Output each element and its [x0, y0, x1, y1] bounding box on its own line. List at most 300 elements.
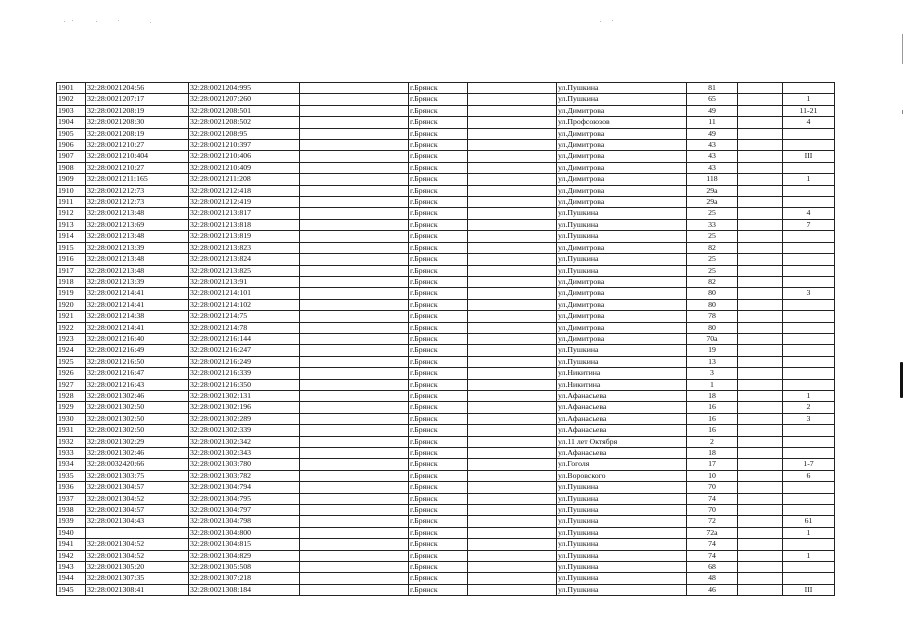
city-cell: г.Брянск [409, 219, 468, 230]
row-number-cell: 1931 [57, 425, 86, 436]
parcel-cadastral-cell: 32:28:0021304:52 [86, 539, 189, 550]
street-cell: ул.Пушкина [557, 94, 687, 105]
apartment-cell [783, 505, 835, 516]
house-number-cell: 18 [687, 390, 738, 401]
table-row [57, 413, 835, 424]
blank-cell [300, 174, 409, 185]
parcel-cadastral-cell: 32:28:0021216:49 [86, 345, 189, 356]
table-body [57, 83, 835, 596]
blank-cell [738, 254, 783, 265]
street-cell: ул.Пушкина [557, 584, 687, 595]
blank-cell [468, 390, 557, 401]
city-cell: г.Брянск [409, 550, 468, 561]
apartment-cell [783, 311, 835, 322]
row-number-cell: 1943 [57, 562, 86, 573]
apartment-cell [783, 436, 835, 447]
row-number-cell: 1940 [57, 527, 86, 538]
table-row [57, 516, 835, 527]
row-number-cell: 1924 [57, 345, 86, 356]
row-number-cell: 1921 [57, 311, 86, 322]
house-number-cell: 25 [687, 208, 738, 219]
city-cell: г.Брянск [409, 288, 468, 299]
blank-cell [468, 402, 557, 413]
blank-cell [468, 448, 557, 459]
blank-cell [300, 105, 409, 116]
row-number-cell: 1935 [57, 470, 86, 481]
house-number-cell: 81 [687, 83, 738, 94]
apartment-cell [783, 254, 835, 265]
object-cadastral-cell: 32:28:0021302:131 [189, 390, 300, 401]
blank-cell [738, 550, 783, 561]
row-number-cell: 1919 [57, 288, 86, 299]
street-cell: ул.Димитрова [557, 322, 687, 333]
object-cadastral-cell: 32:28:0021213:817 [189, 208, 300, 219]
parcel-cadastral-cell: 32:28:0021213:69 [86, 219, 189, 230]
street-cell: ул.Димитрова [557, 242, 687, 253]
table-row [57, 299, 835, 310]
blank-cell [738, 345, 783, 356]
object-cadastral-cell: 32:28:0021302:289 [189, 413, 300, 424]
object-cadastral-cell: 32:28:0021304:815 [189, 539, 300, 550]
blank-cell [468, 105, 557, 116]
row-number-cell: 1918 [57, 276, 86, 287]
apartment-cell [783, 322, 835, 333]
object-cadastral-cell: 32:28:0021207:260 [189, 94, 300, 105]
object-cadastral-cell: 32:28:0021304:794 [189, 482, 300, 493]
blank-cell [738, 94, 783, 105]
apartment-cell: III [783, 151, 835, 162]
blank-cell [738, 390, 783, 401]
table-row [57, 219, 835, 230]
object-cadastral-cell: 32:28:0021302:196 [189, 402, 300, 413]
apartment-cell [783, 197, 835, 208]
blank-cell [738, 584, 783, 595]
blank-cell [738, 527, 783, 538]
table-row [57, 436, 835, 447]
blank-cell [468, 219, 557, 230]
row-number-cell: 1903 [57, 105, 86, 116]
apartment-cell [783, 231, 835, 242]
blank-cell [300, 493, 409, 504]
table-row [57, 151, 835, 162]
blank-cell [468, 231, 557, 242]
street-cell: ул.Димитрова [557, 299, 687, 310]
blank-cell [468, 333, 557, 344]
blank-cell [300, 573, 409, 584]
row-number-cell: 1910 [57, 185, 86, 196]
blank-cell [300, 390, 409, 401]
blank-cell [468, 573, 557, 584]
blank-cell [468, 413, 557, 424]
parcel-cadastral-cell: 32:28:0021213:39 [86, 242, 189, 253]
parcel-cadastral-cell: 32:28:0021212:73 [86, 185, 189, 196]
blank-cell [468, 197, 557, 208]
city-cell: г.Брянск [409, 505, 468, 516]
house-number-cell: 70а [687, 333, 738, 344]
parcel-cadastral-cell: 32:28:0021304:52 [86, 550, 189, 561]
parcel-cadastral-cell: 32:28:0021210:404 [86, 151, 189, 162]
house-number-cell: 70 [687, 505, 738, 516]
house-number-cell: 29а [687, 185, 738, 196]
city-cell: г.Брянск [409, 379, 468, 390]
parcel-cadastral-cell: 32:28:0021211:165 [86, 174, 189, 185]
blank-cell [300, 288, 409, 299]
row-number-cell: 1928 [57, 390, 86, 401]
blank-cell [300, 459, 409, 470]
house-number-cell: 65 [687, 94, 738, 105]
city-cell: г.Брянск [409, 117, 468, 128]
blank-cell [300, 516, 409, 527]
object-cadastral-cell: 32:28:0021208:501 [189, 105, 300, 116]
row-number-cell: 1922 [57, 322, 86, 333]
blank-cell [300, 117, 409, 128]
house-number-cell: 1 [687, 379, 738, 390]
blank-cell [468, 516, 557, 527]
blank-cell [300, 242, 409, 253]
house-number-cell: 16 [687, 402, 738, 413]
table-row [57, 368, 835, 379]
object-cadastral-cell: 32:28:0021304:829 [189, 550, 300, 561]
parcel-cadastral-cell: 32:28:0021216:50 [86, 356, 189, 367]
object-cadastral-cell: 32:28:0021214:101 [189, 288, 300, 299]
blank-cell [738, 356, 783, 367]
object-cadastral-cell: 32:28:0021210:409 [189, 162, 300, 173]
table-row [57, 493, 835, 504]
parcel-cadastral-cell: 32:28:0021302:50 [86, 413, 189, 424]
blank-cell [468, 140, 557, 151]
street-cell: ул.11 лет Октября [557, 436, 687, 447]
street-cell: ул.Димитрова [557, 105, 687, 116]
blank-cell [300, 425, 409, 436]
table-row [57, 276, 835, 287]
row-number-cell: 1905 [57, 128, 86, 139]
city-cell: г.Брянск [409, 459, 468, 470]
blank-cell [468, 83, 557, 94]
object-cadastral-cell: 32:28:0021212:418 [189, 185, 300, 196]
street-cell: ул.Димитрова [557, 288, 687, 299]
table-row [57, 333, 835, 344]
object-cadastral-cell: 32:28:0021216:350 [189, 379, 300, 390]
blank-cell [468, 94, 557, 105]
apartment-cell: 1 [783, 550, 835, 561]
street-cell: ул.Пушкина [557, 219, 687, 230]
parcel-cadastral-cell: 32:28:0021302:46 [86, 448, 189, 459]
object-cadastral-cell: 32:28:0021216:247 [189, 345, 300, 356]
street-cell: ул.Пушкина [557, 345, 687, 356]
parcel-cadastral-cell: 32:28:0021208:30 [86, 117, 189, 128]
house-number-cell: 70 [687, 482, 738, 493]
blank-cell [468, 493, 557, 504]
street-cell: ул.Воровского [557, 470, 687, 481]
city-cell: г.Брянск [409, 254, 468, 265]
city-cell: г.Брянск [409, 140, 468, 151]
table-row [57, 322, 835, 333]
city-cell: г.Брянск [409, 482, 468, 493]
blank-cell [300, 505, 409, 516]
street-cell: ул.Димитрова [557, 276, 687, 287]
table-row [57, 128, 835, 139]
table-row [57, 573, 835, 584]
blank-cell [300, 448, 409, 459]
row-number-cell: 1925 [57, 356, 86, 367]
table-row [57, 265, 835, 276]
row-number-cell: 1916 [57, 254, 86, 265]
row-number-cell: 1906 [57, 140, 86, 151]
blank-cell [738, 413, 783, 424]
blank-cell [738, 505, 783, 516]
blank-cell [468, 254, 557, 265]
row-number-cell: 1917 [57, 265, 86, 276]
street-cell: ул.Афанасьева [557, 448, 687, 459]
blank-cell [300, 379, 409, 390]
object-cadastral-cell: 32:28:0021210:397 [189, 140, 300, 151]
object-cadastral-cell: 32:28:0021308:184 [189, 584, 300, 595]
blank-cell [468, 299, 557, 310]
row-number-cell: 1941 [57, 539, 86, 550]
city-cell: г.Брянск [409, 299, 468, 310]
parcel-cadastral-cell: 32:28:0021304:52 [86, 493, 189, 504]
city-cell: г.Брянск [409, 333, 468, 344]
house-number-cell: 46 [687, 584, 738, 595]
parcel-cadastral-cell: 32:28:0021212:73 [86, 197, 189, 208]
blank-cell [300, 162, 409, 173]
house-number-cell: 74 [687, 493, 738, 504]
street-cell: ул.Димитрова [557, 185, 687, 196]
table-row [57, 356, 835, 367]
row-number-cell: 1913 [57, 219, 86, 230]
blank-cell [300, 254, 409, 265]
object-cadastral-cell: 32:28:0021204:995 [189, 83, 300, 94]
house-number-cell: 78 [687, 311, 738, 322]
house-number-cell: 68 [687, 562, 738, 573]
apartment-cell [783, 562, 835, 573]
row-number-cell: 1937 [57, 493, 86, 504]
street-cell: ул.Димитрова [557, 311, 687, 322]
table-row [57, 505, 835, 516]
city-cell: г.Брянск [409, 322, 468, 333]
house-number-cell: 25 [687, 231, 738, 242]
table-row [57, 254, 835, 265]
object-cadastral-cell: 32:28:0021303:780 [189, 459, 300, 470]
row-number-cell: 1945 [57, 584, 86, 595]
blank-cell [300, 185, 409, 196]
apartment-cell [783, 573, 835, 584]
row-number-cell: 1914 [57, 231, 86, 242]
object-cadastral-cell: 32:28:0021304:795 [189, 493, 300, 504]
blank-cell [468, 527, 557, 538]
blank-cell [468, 151, 557, 162]
object-cadastral-cell: 32:28:0021307:218 [189, 573, 300, 584]
apartment-cell [783, 482, 835, 493]
blank-cell [468, 436, 557, 447]
margin-mark [900, 362, 903, 398]
apartment-cell: 3 [783, 288, 835, 299]
blank-cell [300, 436, 409, 447]
parcel-cadastral-cell: 32:28:0021208:19 [86, 105, 189, 116]
blank-cell [468, 128, 557, 139]
parcel-cadastral-cell: 32:28:0021216:40 [86, 333, 189, 344]
parcel-cadastral-cell: 32:28:0021216:43 [86, 379, 189, 390]
blank-cell [738, 333, 783, 344]
apartment-cell [783, 265, 835, 276]
city-cell: г.Брянск [409, 356, 468, 367]
blank-cell [300, 208, 409, 219]
row-number-cell: 1936 [57, 482, 86, 493]
parcel-cadastral-cell: 32:28:0021302:50 [86, 402, 189, 413]
blank-cell [468, 117, 557, 128]
city-cell: г.Брянск [409, 436, 468, 447]
blank-cell [738, 516, 783, 527]
table-row [57, 185, 835, 196]
city-cell: г.Брянск [409, 311, 468, 322]
parcel-cadastral-cell: 32:28:0021210:27 [86, 162, 189, 173]
blank-cell [468, 505, 557, 516]
table-row [57, 459, 835, 470]
table-row [57, 208, 835, 219]
object-cadastral-cell: 32:28:0021304:800 [189, 527, 300, 538]
object-cadastral-cell: 32:28:0021304:798 [189, 516, 300, 527]
table-row [57, 379, 835, 390]
blank-cell [738, 322, 783, 333]
house-number-cell: 25 [687, 265, 738, 276]
street-cell: ул.Пушкина [557, 539, 687, 550]
parcel-cadastral-cell: 32:28:0021304:57 [86, 482, 189, 493]
blank-cell [300, 562, 409, 573]
scan-edge-dot [902, 110, 903, 114]
parcel-cadastral-cell: 32:28:0021303:75 [86, 470, 189, 481]
city-cell: г.Брянск [409, 470, 468, 481]
blank-cell [738, 162, 783, 173]
street-cell: ул.Пушкина [557, 516, 687, 527]
city-cell: г.Брянск [409, 562, 468, 573]
apartment-cell: 11-21 [783, 105, 835, 116]
blank-cell [468, 242, 557, 253]
object-cadastral-cell: 32:28:0021211:208 [189, 174, 300, 185]
table-row [57, 527, 835, 538]
house-number-cell: 48 [687, 573, 738, 584]
blank-cell [300, 345, 409, 356]
parcel-cadastral-cell: 32:28:0021302:50 [86, 425, 189, 436]
row-number-cell: 1908 [57, 162, 86, 173]
city-cell: г.Брянск [409, 197, 468, 208]
city-cell: г.Брянск [409, 231, 468, 242]
table-row [57, 402, 835, 413]
city-cell: г.Брянск [409, 105, 468, 116]
street-cell: ул.Пушкина [557, 83, 687, 94]
blank-cell [300, 413, 409, 424]
street-cell: ул.Афанасьева [557, 402, 687, 413]
object-cadastral-cell: 32:28:0021216:144 [189, 333, 300, 344]
apartment-cell: III [783, 584, 835, 595]
blank-cell [738, 448, 783, 459]
street-cell: ул.Пушкина [557, 231, 687, 242]
blank-cell [738, 231, 783, 242]
object-cadastral-cell: 32:28:0021213:824 [189, 254, 300, 265]
blank-cell [738, 185, 783, 196]
blank-cell [738, 379, 783, 390]
row-number-cell: 1904 [57, 117, 86, 128]
table-row [57, 162, 835, 173]
street-cell: ул.Пушкина [557, 356, 687, 367]
blank-cell [300, 584, 409, 595]
city-cell: г.Брянск [409, 185, 468, 196]
table-row [57, 83, 835, 94]
row-number-cell: 1902 [57, 94, 86, 105]
blank-cell [738, 105, 783, 116]
street-cell: ул.Пушкина [557, 208, 687, 219]
house-number-cell: 3 [687, 368, 738, 379]
city-cell: г.Брянск [409, 242, 468, 253]
parcel-cadastral-cell: 32:28:0021213:48 [86, 265, 189, 276]
object-cadastral-cell: 32:28:0021213:818 [189, 219, 300, 230]
row-number-cell: 1907 [57, 151, 86, 162]
blank-cell [738, 276, 783, 287]
street-cell: ул.Димитрова [557, 197, 687, 208]
table-row [57, 140, 835, 151]
parcel-cadastral-cell: 32:28:0021210:27 [86, 140, 189, 151]
parcel-cadastral-cell: 32:28:0021305:20 [86, 562, 189, 573]
street-cell: ул.Афанасьева [557, 413, 687, 424]
apartment-cell [783, 368, 835, 379]
blank-cell [300, 482, 409, 493]
object-cadastral-cell: 32:28:0021214:102 [189, 299, 300, 310]
parcel-cadastral-cell: 32:28:0032420:66 [86, 459, 189, 470]
parcel-cadastral-cell: 32:28:0021204:56 [86, 83, 189, 94]
apartment-cell [783, 448, 835, 459]
house-number-cell: 74 [687, 539, 738, 550]
city-cell: г.Брянск [409, 162, 468, 173]
street-cell: ул.Афанасьева [557, 390, 687, 401]
city-cell: г.Брянск [409, 448, 468, 459]
street-cell: ул.Пушкина [557, 254, 687, 265]
blank-cell [300, 83, 409, 94]
object-cadastral-cell: 32:28:0021212:419 [189, 197, 300, 208]
street-cell: ул.Димитрова [557, 162, 687, 173]
house-number-cell: 25 [687, 254, 738, 265]
apartment-cell [783, 128, 835, 139]
apartment-cell: 2 [783, 402, 835, 413]
row-number-cell: 1927 [57, 379, 86, 390]
object-cadastral-cell: 32:28:0021305:508 [189, 562, 300, 573]
blank-cell [300, 527, 409, 538]
blank-cell [300, 470, 409, 481]
city-cell: г.Брянск [409, 174, 468, 185]
blank-cell [468, 584, 557, 595]
street-cell: ул.Димитрова [557, 174, 687, 185]
blank-cell [738, 470, 783, 481]
blank-cell [468, 368, 557, 379]
city-cell: г.Брянск [409, 276, 468, 287]
row-number-cell: 1923 [57, 333, 86, 344]
apartment-cell [783, 242, 835, 253]
city-cell: г.Брянск [409, 584, 468, 595]
blank-cell [300, 94, 409, 105]
row-number-cell: 1912 [57, 208, 86, 219]
city-cell: г.Брянск [409, 413, 468, 424]
apartment-cell [783, 140, 835, 151]
table-row [57, 174, 835, 185]
house-number-cell: 11 [687, 117, 738, 128]
house-number-cell: 16 [687, 425, 738, 436]
city-cell: г.Брянск [409, 425, 468, 436]
parcel-cadastral-cell: 32:28:0021308:41 [86, 584, 189, 595]
object-cadastral-cell: 32:28:0021302:343 [189, 448, 300, 459]
apartment-cell: 6 [783, 470, 835, 481]
city-cell: г.Брянск [409, 516, 468, 527]
parcel-cadastral-cell: 32:28:0021214:41 [86, 322, 189, 333]
row-number-cell: 1938 [57, 505, 86, 516]
street-cell: ул.Никитина [557, 379, 687, 390]
